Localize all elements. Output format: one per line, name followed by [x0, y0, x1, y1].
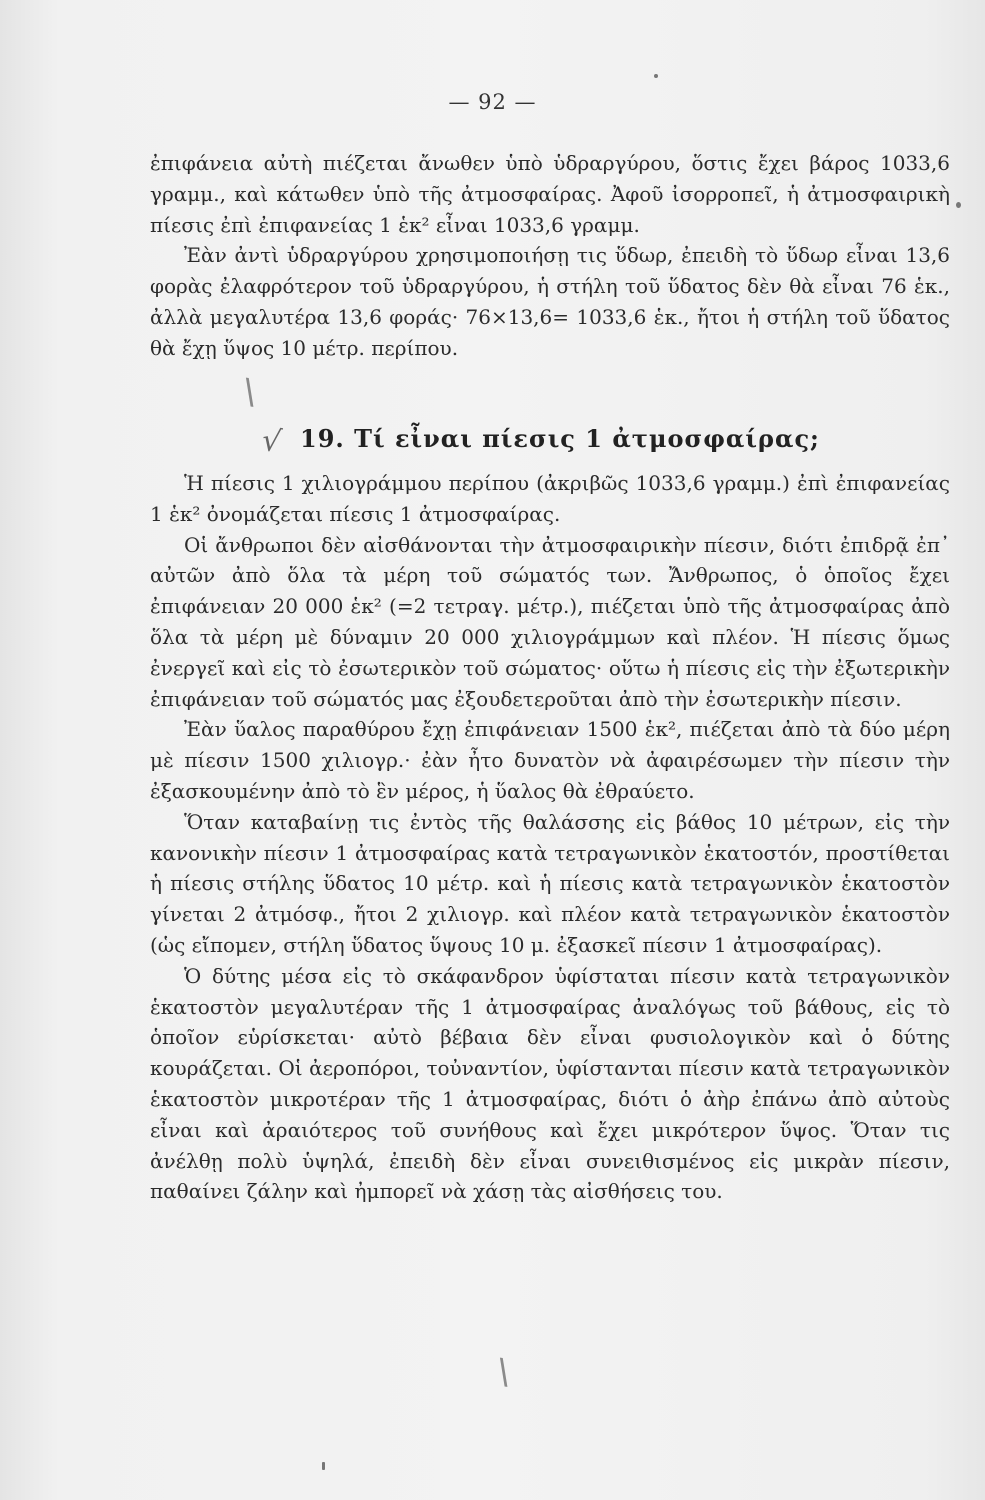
- page-number: — 92 —: [448, 90, 537, 114]
- paragraph-continuation: ἐπιφάνεια αὐτὴ πιέζεται ἄνωθεν ὑπὸ ὑδραργύρου, ὅστις ἔχει βάρος 1033,6 γραμμ., καὶ κάτωθεν ὑπὸ τῆς ἀτμοσφαίρας. Ἀφοῦ ἰσορροπεῖ, ἡ ἀτμοσφαιρικὴ πίεσις ἐπὶ ἐπιφανείας 1 ἑκ² εἶναι 1033,6 γραμμ.: [150, 151, 950, 237]
- print-speck: [956, 202, 961, 208]
- print-speck: [654, 74, 658, 78]
- print-speck: [322, 1462, 325, 1470]
- section-heading: 19. Τί εἶναι πίεσις 1 ἀτμοσφαίρας;: [300, 424, 820, 453]
- text-block-main: [150, 468, 950, 1207]
- pencil-check-mark: \: [495, 1351, 513, 1393]
- paragraph-sea-depth: Ὅταν καταβαίνῃ τις ἐντὸς τῆς θαλάσσης εἰς βάθος 10 μέτρων, εἰς τὴν κανονικὴν πίεσιν 1 ἀτμοσφαίρας κατὰ τετραγωνικὸν ἑκατοστόν, προστίθεται ἡ πίεσις στήλης ὕδατος 10 μέτρ. καὶ ἡ πίεσις κατὰ τετραγωνικὸν ἑκατοστὸν γίνεται 2 ἀτμόσφ., ἤτοι 2 χιλιογρ. καὶ πλέον κατὰ τετραγωνικὸν ἑκατοστὸν (ὡς εἴπομεν, στήλη ὕδατος ὕψους 10 μ. ἐξασκεῖ πίεσιν 1 ἀτμοσφαίρας).: [150, 809, 950, 957]
- pencil-check-mark: √: [259, 422, 284, 461]
- paragraph-diver-aviator: Ὁ δύτης μέσα εἰς τὸ σκάφανδρον ὑφίσταται πίεσιν κατὰ τετραγωνικὸν ἑκατοστὸν μεγαλυτέραν τῆς 1 ἀτμοσφαίρας ἀναλόγως τοῦ βάθους, εἰς τὸ ὁποῖον εὑρίσκεται· αὐτὸ βέβαια δὲν εἶναι φυσιολογικὸν καὶ ὁ δύτης κουράζεται. Οἱ ἀεροπόροι, τοὐναντίον, ὑφίστανται πίεσιν κατὰ τετραγωνικὸν ἑκατοστὸν μικροτέραν τῆς 1 ἀτμοσφαίρας, διότι ὁ ἀὴρ ἐπάνω ἀπὸ αὐτοὺς εἶναι καὶ ἀραιότερος τοῦ συνήθους καὶ ἔχει μικρότερον ὕψος. Ὅταν τις ἀνέλθῃ πολὺ ὑψηλά, ἐπειδὴ δὲν εἶναι συνειθισμένος εἰς μικρὰν πίεσιν, παθαίνει ζάλην καὶ ἠμπορεῖ νὰ χάσῃ τὰς αἰσθήσεις του.: [150, 963, 950, 1204]
- paragraph-water-column: Ἐὰν ἀντὶ ὑδραργύρου χρησιμοποιήσῃ τις ὕδωρ, ἐπειδὴ τὸ ὕδωρ εἶναι 13,6 φορὰς ἐλαφρότερον τοῦ ὑδραργύρου, ἡ στήλη τοῦ ὕδατος δὲν θὰ εἶναι 76 ἑκ., ἀλλὰ μεγαλυτέρα 13,6 φοράς· 76×13,6= 1033,6 ἑκ., ἤτοι ἡ στήλη τοῦ ὕδατος θὰ ἔχῃ ὕψος 10 μέτρ. περίπου.: [150, 243, 950, 360]
- paragraph-window-glass: Ἐὰν ὕαλος παραθύρου ἔχῃ ἐπιφάνειαν 1500 ἑκ², πιέζεται ἀπὸ τὰ δύο μέρη μὲ πίεσιν 1500 χιλιογρ.· ἐὰν ἦτο δυνατὸν νὰ ἀφαιρέσωμεν τὴν πίεσιν τὴν ἐξασκουμένην ἀπὸ τὸ ἓν μέρος, ἡ ὕαλος θὰ ἐθραύετο.: [150, 717, 950, 803]
- paragraph-definition: Ἡ πίεσις 1 χιλιογράμμου περίπου (ἀκριβῶς 1033,6 γραμμ.) ἐπὶ ἐπιφανείας 1 ἑκ² ὀνομάζεται πίεσις 1 ἀτμοσφαίρας.: [150, 471, 950, 526]
- text-block-top: [150, 148, 950, 364]
- paragraph-human-body: Οἱ ἄνθρωποι δὲν αἰσθάνονται τὴν ἀτμοσφαιρικὴν πίεσιν, διότι ἐπιδρᾷ ἐπ᾽ αὐτῶν ἀπὸ ὅλα τὰ μέρη τοῦ σώματός των. Ἄνθρωπος, ὁ ὁποῖος ἔχει ἐπιφάνειαν 20 000 ἑκ² (=2 τετραγ. μέτρ.), πιέζεται ὑπὸ τῆς ἀτμοσφαίρας ἀπὸ ὅλα τὰ μέρη μὲ δύναμιν 20 000 χιλιογράμμων καὶ πλέον. Ἡ πίεσις ὅμως ἐνεργεῖ καὶ εἰς τὸ ἐσωτερικὸν τοῦ σώματος· οὕτω ἡ πίεσις εἰς τὴν ἐξωτερικὴν ἐπιφάνειαν τοῦ σώματός μας ἐξουδετεροῦται ἀπὸ τὴν ἐσωτερικὴν πίεσιν.: [150, 532, 950, 711]
- pencil-check-mark: \: [241, 371, 259, 413]
